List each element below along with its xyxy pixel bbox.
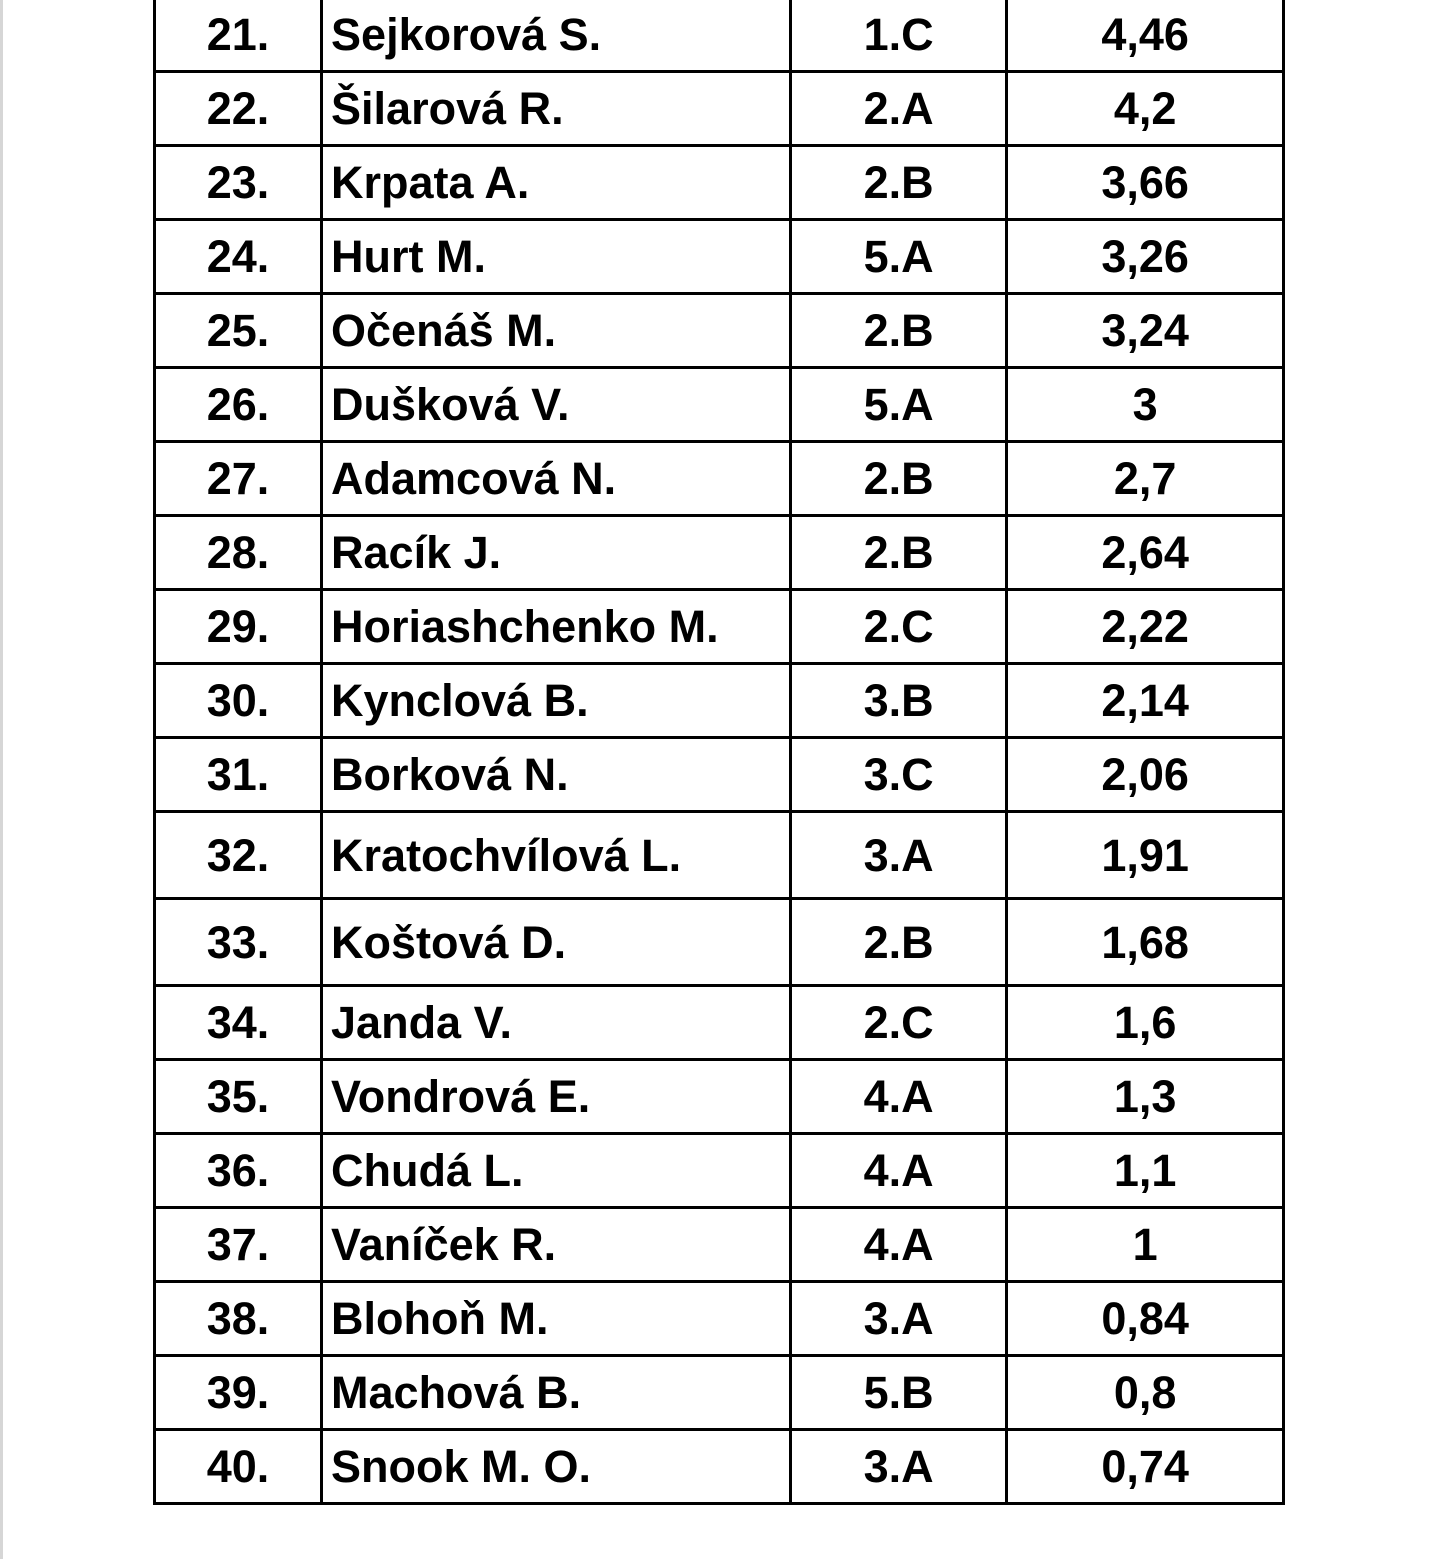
class-cell: 2.B xyxy=(790,294,1006,368)
table-row xyxy=(155,1430,1284,1504)
class-cell: 2.C xyxy=(790,590,1006,664)
rank-cell: 39. xyxy=(155,1356,322,1430)
table-row xyxy=(155,664,1284,738)
class-cell: 5.A xyxy=(790,220,1006,294)
name-cell: Snook M. O. xyxy=(322,1430,791,1504)
score-cell: 2,06 xyxy=(1007,738,1284,812)
score-cell: 2,64 xyxy=(1007,516,1284,590)
table-row xyxy=(155,72,1284,146)
class-cell: 3.B xyxy=(790,664,1006,738)
name-cell: Dušková V. xyxy=(322,368,791,442)
class-cell: 2.B xyxy=(790,516,1006,590)
name-cell: Sejkorová S. xyxy=(322,0,791,72)
name-cell: Janda V. xyxy=(322,986,791,1060)
table-row xyxy=(155,146,1284,220)
table-row xyxy=(155,220,1284,294)
score-cell: 0,8 xyxy=(1007,1356,1284,1430)
class-cell: 2.C xyxy=(790,986,1006,1060)
rank-cell: 35. xyxy=(155,1060,322,1134)
score-cell: 3 xyxy=(1007,368,1284,442)
score-cell: 1 xyxy=(1007,1208,1284,1282)
class-cell: 2.B xyxy=(790,442,1006,516)
name-cell: Blohoň M. xyxy=(322,1282,791,1356)
rank-cell: 37. xyxy=(155,1208,322,1282)
table-row xyxy=(155,1060,1284,1134)
table-row xyxy=(155,442,1284,516)
score-cell: 3,24 xyxy=(1007,294,1284,368)
table-row xyxy=(155,0,1284,72)
rank-cell: 34. xyxy=(155,986,322,1060)
name-cell: Vondrová E. xyxy=(322,1060,791,1134)
rank-cell: 36. xyxy=(155,1134,322,1208)
name-cell: Koštová D. xyxy=(322,899,791,986)
class-cell: 3.A xyxy=(790,1282,1006,1356)
table-row xyxy=(155,1208,1284,1282)
rank-cell: 40. xyxy=(155,1430,322,1504)
rank-cell: 21. xyxy=(155,0,322,72)
name-cell: Chudá L. xyxy=(322,1134,791,1208)
table-row xyxy=(155,516,1284,590)
rank-cell: 22. xyxy=(155,72,322,146)
name-cell: Šilarová R. xyxy=(322,72,791,146)
rank-cell: 26. xyxy=(155,368,322,442)
name-cell: Vaníček R. xyxy=(322,1208,791,1282)
table-row xyxy=(155,1282,1284,1356)
class-cell: 4.A xyxy=(790,1208,1006,1282)
rank-cell: 29. xyxy=(155,590,322,664)
score-cell: 1,3 xyxy=(1007,1060,1284,1134)
class-cell: 1.C xyxy=(790,0,1006,72)
rank-cell: 38. xyxy=(155,1282,322,1356)
table-row xyxy=(155,812,1284,899)
class-cell: 5.A xyxy=(790,368,1006,442)
name-cell: Krpata A. xyxy=(322,146,791,220)
table-row xyxy=(155,899,1284,986)
score-cell: 3,26 xyxy=(1007,220,1284,294)
class-cell: 4.A xyxy=(790,1060,1006,1134)
rank-cell: 28. xyxy=(155,516,322,590)
class-cell: 4.A xyxy=(790,1134,1006,1208)
table-row xyxy=(155,590,1284,664)
score-cell: 2,14 xyxy=(1007,664,1284,738)
rank-cell: 31. xyxy=(155,738,322,812)
score-cell: 3,66 xyxy=(1007,146,1284,220)
rank-cell: 27. xyxy=(155,442,322,516)
rank-cell: 24. xyxy=(155,220,322,294)
table-row xyxy=(155,368,1284,442)
class-cell: 3.C xyxy=(790,738,1006,812)
score-cell: 1,1 xyxy=(1007,1134,1284,1208)
table-row xyxy=(155,1356,1284,1430)
rank-cell: 32. xyxy=(155,812,322,899)
class-cell: 2.B xyxy=(790,146,1006,220)
score-cell: 1,6 xyxy=(1007,986,1284,1060)
page-left-edge xyxy=(0,0,3,1559)
class-cell: 3.A xyxy=(790,812,1006,899)
table-row xyxy=(155,986,1284,1060)
name-cell: Adamcová N. xyxy=(322,442,791,516)
name-cell: Racík J. xyxy=(322,516,791,590)
table-row xyxy=(155,1134,1284,1208)
name-cell: Machová B. xyxy=(322,1356,791,1430)
name-cell: Horiashchenko M. xyxy=(322,590,791,664)
score-cell: 4,46 xyxy=(1007,0,1284,72)
table-row xyxy=(155,294,1284,368)
score-cell: 1,68 xyxy=(1007,899,1284,986)
class-cell: 5.B xyxy=(790,1356,1006,1430)
name-cell: Očenáš M. xyxy=(322,294,791,368)
rank-cell: 33. xyxy=(155,899,322,986)
table-row xyxy=(155,738,1284,812)
rank-cell: 25. xyxy=(155,294,322,368)
score-cell: 0,74 xyxy=(1007,1430,1284,1504)
score-cell: 0,84 xyxy=(1007,1282,1284,1356)
score-cell: 1,91 xyxy=(1007,812,1284,899)
score-cell: 4,2 xyxy=(1007,72,1284,146)
class-cell: 3.A xyxy=(790,1430,1006,1504)
name-cell: Kratochvílová L. xyxy=(322,812,791,899)
score-cell: 2,22 xyxy=(1007,590,1284,664)
class-cell: 2.A xyxy=(790,72,1006,146)
name-cell: Kynclová B. xyxy=(322,664,791,738)
class-cell: 2.B xyxy=(790,899,1006,986)
score-cell: 2,7 xyxy=(1007,442,1284,516)
rank-cell: 30. xyxy=(155,664,322,738)
name-cell: Borková N. xyxy=(322,738,791,812)
name-cell: Hurt M. xyxy=(322,220,791,294)
ranking-table xyxy=(153,0,1285,1505)
rank-cell: 23. xyxy=(155,146,322,220)
